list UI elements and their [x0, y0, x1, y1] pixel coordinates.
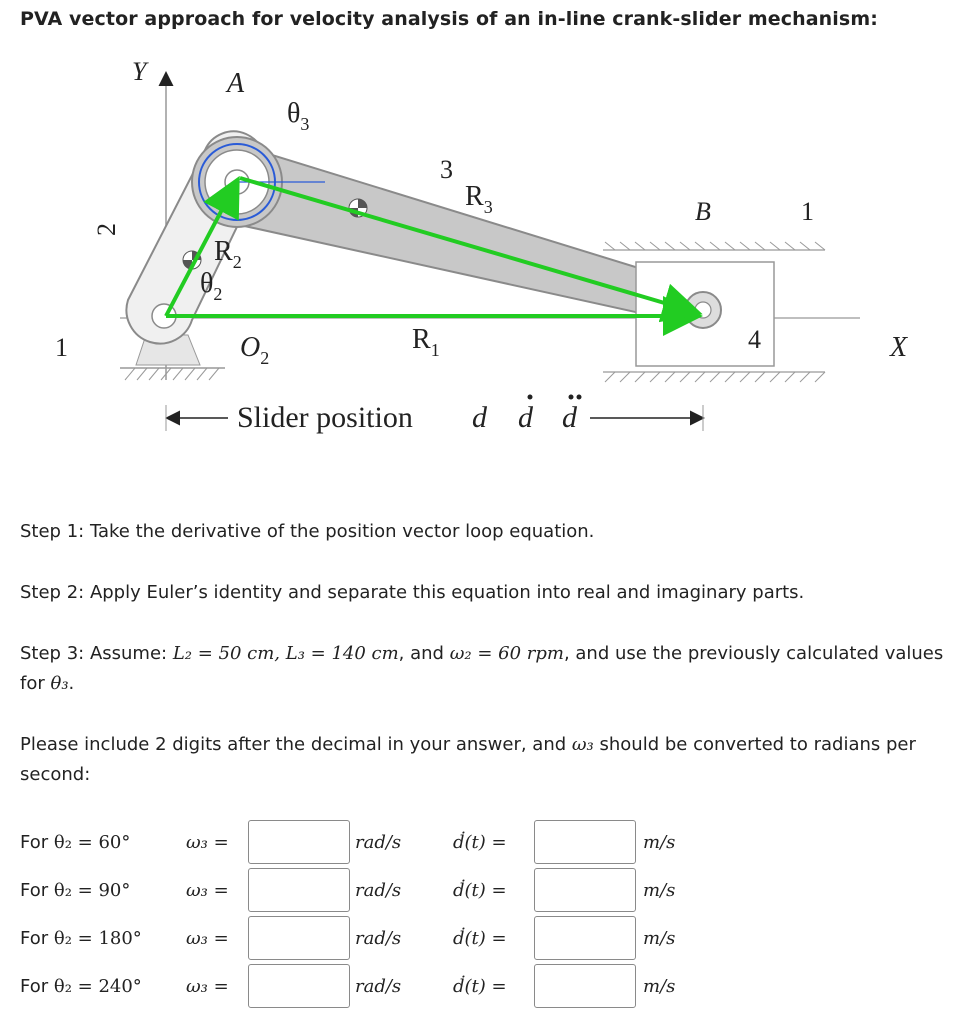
label-ground1-right: 1 [801, 197, 814, 226]
label-r3: $R_3$ [465, 181, 493, 217]
d-dot-input[interactable] [534, 964, 636, 1008]
omega3-input[interactable] [248, 916, 350, 960]
d-dot-label: ḋ(t) = [453, 832, 507, 853]
label-d-derivatives [472, 401, 578, 434]
label-link3: 3 [440, 155, 453, 184]
d-dot-input[interactable] [534, 868, 636, 912]
omega3-unit: rad/s [355, 928, 402, 949]
label-b: B [695, 197, 711, 226]
omega3-label: ω₃ = [186, 928, 229, 949]
d-dot-unit: m/s [643, 976, 676, 997]
row-label: For θ₂ = 90° [20, 880, 131, 901]
step-2-text: Step 2: Apply Euler’s identity and separate this equation into real and imaginary parts. [20, 582, 805, 603]
label-theta2: $\theta_2$ [200, 268, 223, 304]
omega3-unit: rad/s [355, 832, 402, 853]
step-1-text: Step 1: Take the derivative of the position vector loop equation. [20, 521, 595, 542]
omega3-label: ω₃ = [186, 880, 229, 901]
d-dot-label: ḋ(t) = [453, 928, 507, 949]
d-dot-label: ḋ(t) = [453, 976, 507, 997]
d-dot-label: ḋ(t) = [453, 880, 507, 901]
omega3-unit: rad/s [355, 976, 402, 997]
d-dot-input[interactable] [534, 820, 636, 864]
omega3-label: ω₃ = [186, 976, 229, 997]
row-label: For θ₂ = 60° [20, 832, 131, 853]
d-dot-unit: m/s [643, 880, 676, 901]
omega3-input[interactable] [248, 964, 350, 1008]
label-a: A [227, 68, 245, 99]
omega3-input[interactable] [248, 820, 350, 864]
step-3-text: Step 3: Assume: L₂ = 50 cm, L₃ = 140 cm, and ω₂ = 60 rpm, and use the previously calculated values for θ₃. [20, 643, 944, 694]
svg-text:d: d [562, 401, 577, 434]
label-o2: $O_2$ [240, 332, 270, 368]
label-theta3: $\theta_3$ [287, 98, 310, 134]
omega3-input[interactable] [248, 868, 350, 912]
crank-slider-diagram [40, 50, 940, 460]
row-label: For θ₂ = 180° [20, 928, 142, 949]
label-x: X [890, 332, 908, 363]
label-link2: 2 [92, 223, 121, 236]
d-dot-input[interactable] [534, 916, 636, 960]
d-dot-unit: m/s [643, 832, 676, 853]
instruction-text: Please include 2 digits after the decimal in your answer, and ω₃ should be converted to radians per second: [20, 734, 916, 785]
omega3-label: ω₃ = [186, 832, 229, 853]
label-ground1-left: 1 [55, 333, 68, 362]
omega3-unit: rad/s [355, 880, 402, 901]
label-slider-position: Slider position [237, 401, 413, 434]
label-r2: $R_2$ [214, 236, 242, 272]
d-dot-unit: m/s [643, 928, 676, 949]
svg-text:d: d [518, 401, 533, 434]
label-y: Y [132, 57, 147, 86]
svg-text:d: d [472, 401, 487, 434]
label-r1: $R_1$ [412, 324, 440, 360]
row-label: For θ₂ = 240° [20, 976, 142, 997]
page-title: PVA vector approach for velocity analysis of an in-line crank-slider mechanism: [20, 8, 878, 30]
label-link4: 4 [748, 325, 761, 354]
